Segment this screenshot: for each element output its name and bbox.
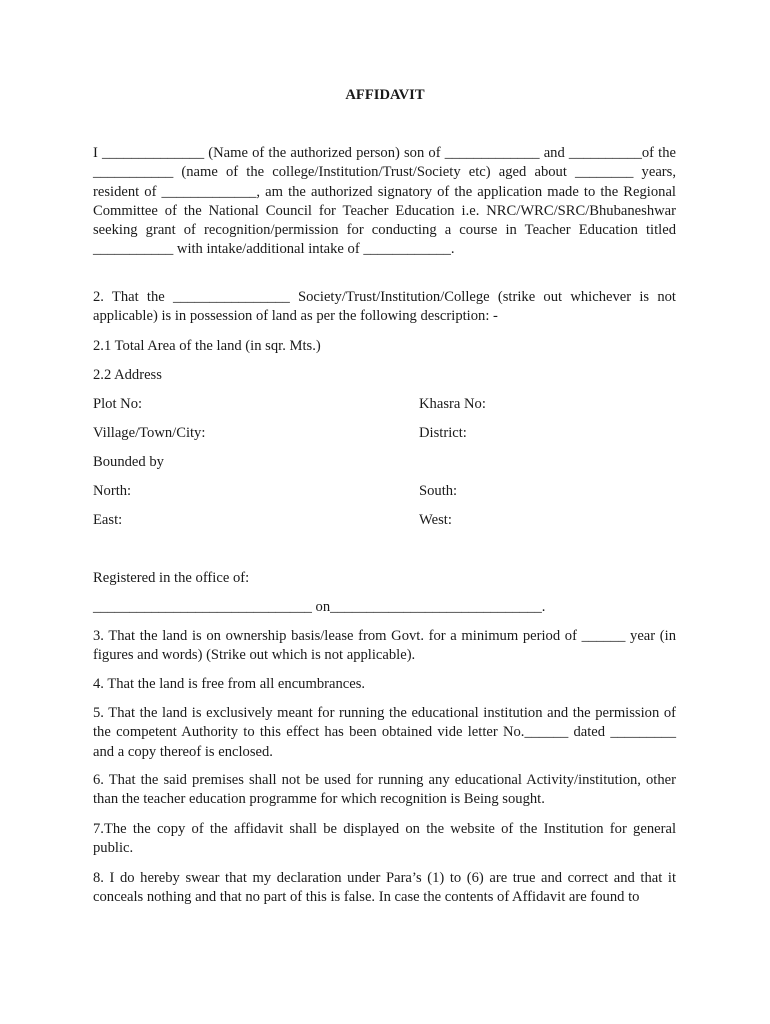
paragraph-4: 4. That the land is free from all encumbrances. (93, 676, 366, 692)
bounded-by-label: Bounded by (93, 454, 164, 470)
village-label: Village/Town/City: (93, 425, 206, 441)
district-label: District: (419, 425, 467, 441)
intro-paragraph: I ______________ (Name of the authorized person) son of _____________ and __________of the ___________ (name of the college/Institution/Trust/Society etc) aged about ________ years, resident of _____________, am the authorized signatory of the application made to the Regional Committee of the National Council for Teacher Education i.e. NRC/WRC/SRC/Bhubaneshwar seeking grant of recognition/permission for conducting a course in Teacher Education titled ___________ with intake/additional intake of ____________. (93, 145, 676, 258)
west-label: West: (419, 512, 452, 528)
document-title: AFFIDAVIT (345, 87, 425, 103)
paragraph-2-1: 2.1 Total Area of the land (in sqr. Mts.) (93, 338, 321, 354)
paragraph-2: 2. That the ________________ Society/Trust/Institution/College (strike out whichever is not applicable) is in possession of land as per the following description: - (93, 289, 676, 325)
registered-line: ______________________________ on_____________________________. (93, 599, 546, 615)
paragraph-8: 8. I do hereby swear that my declaration under Para’s (1) to (6) are true and correct and that it conceals nothing and that no part of this is false. In case the contents of Affidavit are found to (93, 870, 676, 906)
south-label: South: (419, 483, 458, 499)
khasra-no-label: Khasra No: (419, 396, 486, 412)
registered-label: Registered in the office of: (93, 570, 250, 586)
plot-no-label: Plot No: (93, 396, 143, 412)
east-label: East: (93, 512, 123, 528)
paragraph-7: 7.The the copy of the affidavit shall be displayed on the website of the Institution for general public. (93, 821, 676, 857)
paragraph-5: 5. That the land is exclusively meant for running the educational institution and the permission of the competent Authority to this effect has been obtained vide letter No.______ dated _________ and a copy thereof is enclosed. (93, 705, 676, 760)
paragraph-3: 3. That the land is on ownership basis/lease from Govt. for a minimum period of ______ year (in figures and words) (Strike out which is not applicable). (93, 628, 676, 664)
paragraph-2-2: 2.2 Address (93, 367, 162, 383)
north-label: North: (93, 483, 132, 499)
paragraph-6: 6. That the said premises shall not be used for running any educational Activity/institution, other than the teacher education programme for which recognition is Being sought. (93, 772, 676, 808)
